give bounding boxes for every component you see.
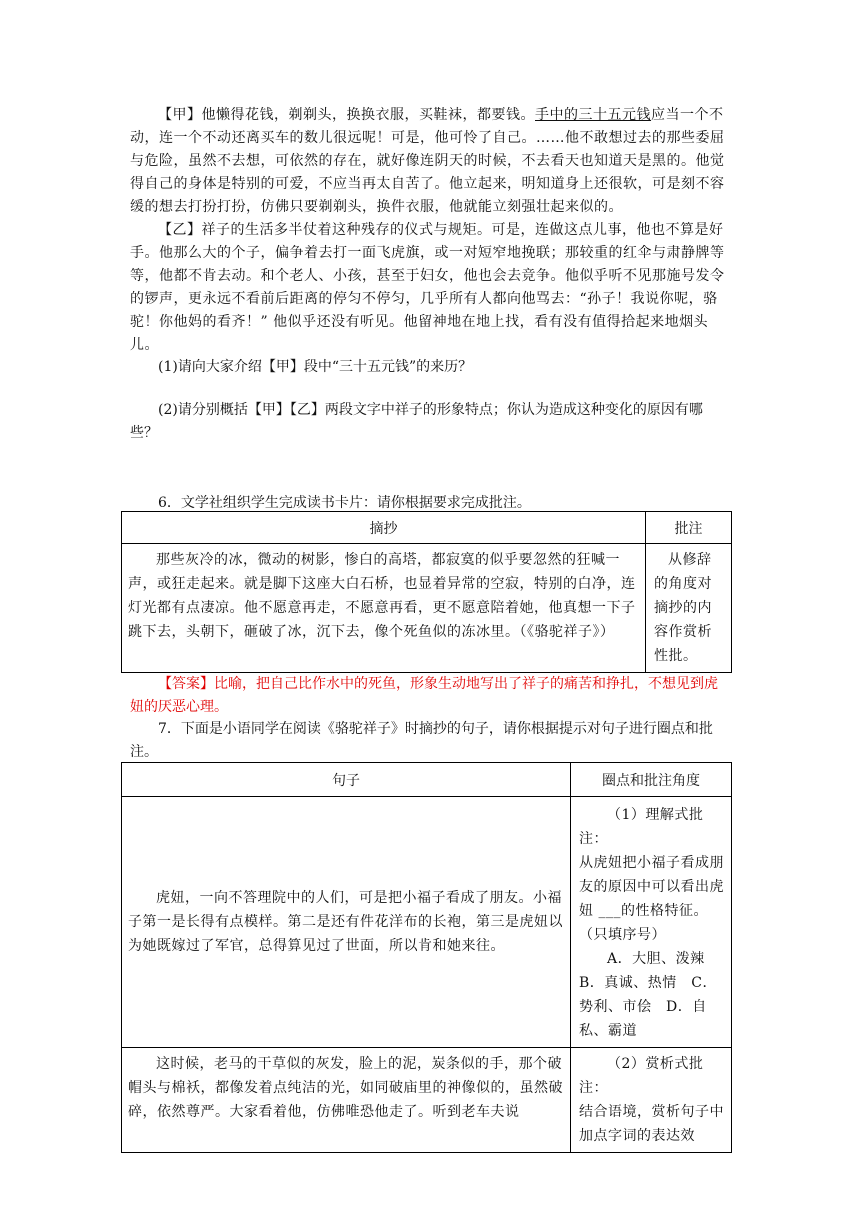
passage-jia-underlined: 手中的三十五元钱 [535,107,651,123]
question-7-title: 7．下面是小语同学在阅读《骆驼祥子》时摘抄的句子，请你根据提示对句子进行圈点和批注。 [130,721,713,760]
note-text: 从修辞的角度对摘抄的内容作赏析性批。 [654,552,712,664]
excerpt-cell [122,544,646,673]
excerpt-header: 摘抄 [122,512,646,544]
annotation-2-body: 结合语境，赏析句子中加点字词的表达效 [579,1104,724,1144]
passage-jia-lead: 【甲】他懒得花钱，剃剃头，换换衣服，买鞋袜，都要钱。 [158,107,535,123]
annotation-1-title: （1）理解式批注： [579,807,704,847]
option-b: B．真诚、热情 [579,975,677,991]
passage-jia-rest: 应当一个不动，连一个不动还离买车的数儿很远呢！可是，他可怜了自己。……他不敢想过去的那些委屈与危险，虽然不去想，可依然的存在，就好像连阴天的时候，不去看天也知道天是黑的。他觉得自己的身体是特别的可爱，不应当再太自苦了。他立起来，明知道身上还很软，可是刻不容缓的想去打扮打扮，仿佛只要剃剃头，换件衣服，他就能立刻强壮起来似的。 [130,107,725,215]
note-header: 批注 [646,512,732,544]
sentence-2-text: 这时候，老马的干草似的灰发，脸上的泥，炭条似的手，那个破帽头与棉袄，都像发着点纯洁的光，如同破庙里的神像似的，虽然破碎，依然尊严。大家看着他，仿佛唯恐他走了。听到老车夫说 [128,1056,563,1120]
sentence-2-cell [122,1048,571,1153]
annotation-table [121,762,732,1153]
option-d: D．自私、霸道 [579,999,707,1039]
sentence-header: 句子 [122,763,571,797]
question-2: (2)请分别概括【甲】【乙】两段文字中祥子的形象特点；你认为造成这种变化的原因有哪些？ [130,402,703,441]
answer-text: 比喻，把自己比作水中的死鱼，形象生动地写出了祥子的痛苦和挣扎，不想见到虎妞的厌恶心理。 [130,676,718,715]
question-6-title: 6．文学社组织学生完成读书卡片：请你根据要求完成批注。 [158,495,531,511]
annotation-1-cell [571,797,732,1048]
sentence-1-cell [122,797,571,1048]
passage-jia [130,104,730,219]
annotation-2-cell [571,1048,732,1153]
reading-card-table [121,511,732,673]
option-c: C．势利、市侩 [579,975,718,1015]
angle-header: 圈点和批注角度 [571,763,732,797]
annotation-2-title: （2）赏析式批注： [579,1056,704,1096]
option-a: A．大胆、泼辣 [607,951,705,967]
annotation-1-body: 从虎妞把小福子看成朋友的原因中可以看出虎妞 ___的性格特征。（只填序号） [579,855,724,943]
passage-yi: 【乙】祥子的生活多半仗着这种残存的仪式与规矩。可是，连做这点儿事，他也不算是好手。他那么大的个子，偏争着去打一面飞虎旗，或一对短窄地挽联；那较重的红伞与肃静牌等等，他都不肯去动。和个老人、小孩，甚至于妇女，他也会去竞争。他似乎听不见那施号发令的锣声，更永远不看前后距离的停匀不停匀，几乎所有人都向他骂去：“孙子！我说你呢，骆驼！你他妈的看齐！” 他似乎还没有听见。他留神地在地上找，看有没有值得拾起来地烟头儿。 [130,222,725,353]
question-1: (1)请向大家介绍【甲】段中“三十五元钱”的来历？ [158,359,473,375]
sentence-1-text: 虎妞，一向不答理院中的人们，可是把小福子看成了朋友。小福子第一是长得有点模样。第二是还有件花洋布的长袍，第三是虎妞以为她既嫁过了军官，总得算见过了世面，所以肯和她来往。 [128,890,563,954]
note-cell [646,544,732,673]
answer-6 [130,673,730,719]
excerpt-text: 那些灰冷的冰，微动的树影，惨白的高塔，都寂寞的似乎要忽然的狂喊一声，或狂走起来。就是脚下这座大白石桥，也显着异常的空寂，特别的白净，连灯光都有点凄凉。他不愿意再走，不愿意再看，更不愿意陪着她，他真想一下子跳下去，头朝下，砸破了冰，沉下去，像个死鱼似的冻冰里。（《骆驼祥子》） [128,552,636,640]
annotation-1-options [579,947,727,1043]
answer-label: 【答案】 [158,676,214,692]
